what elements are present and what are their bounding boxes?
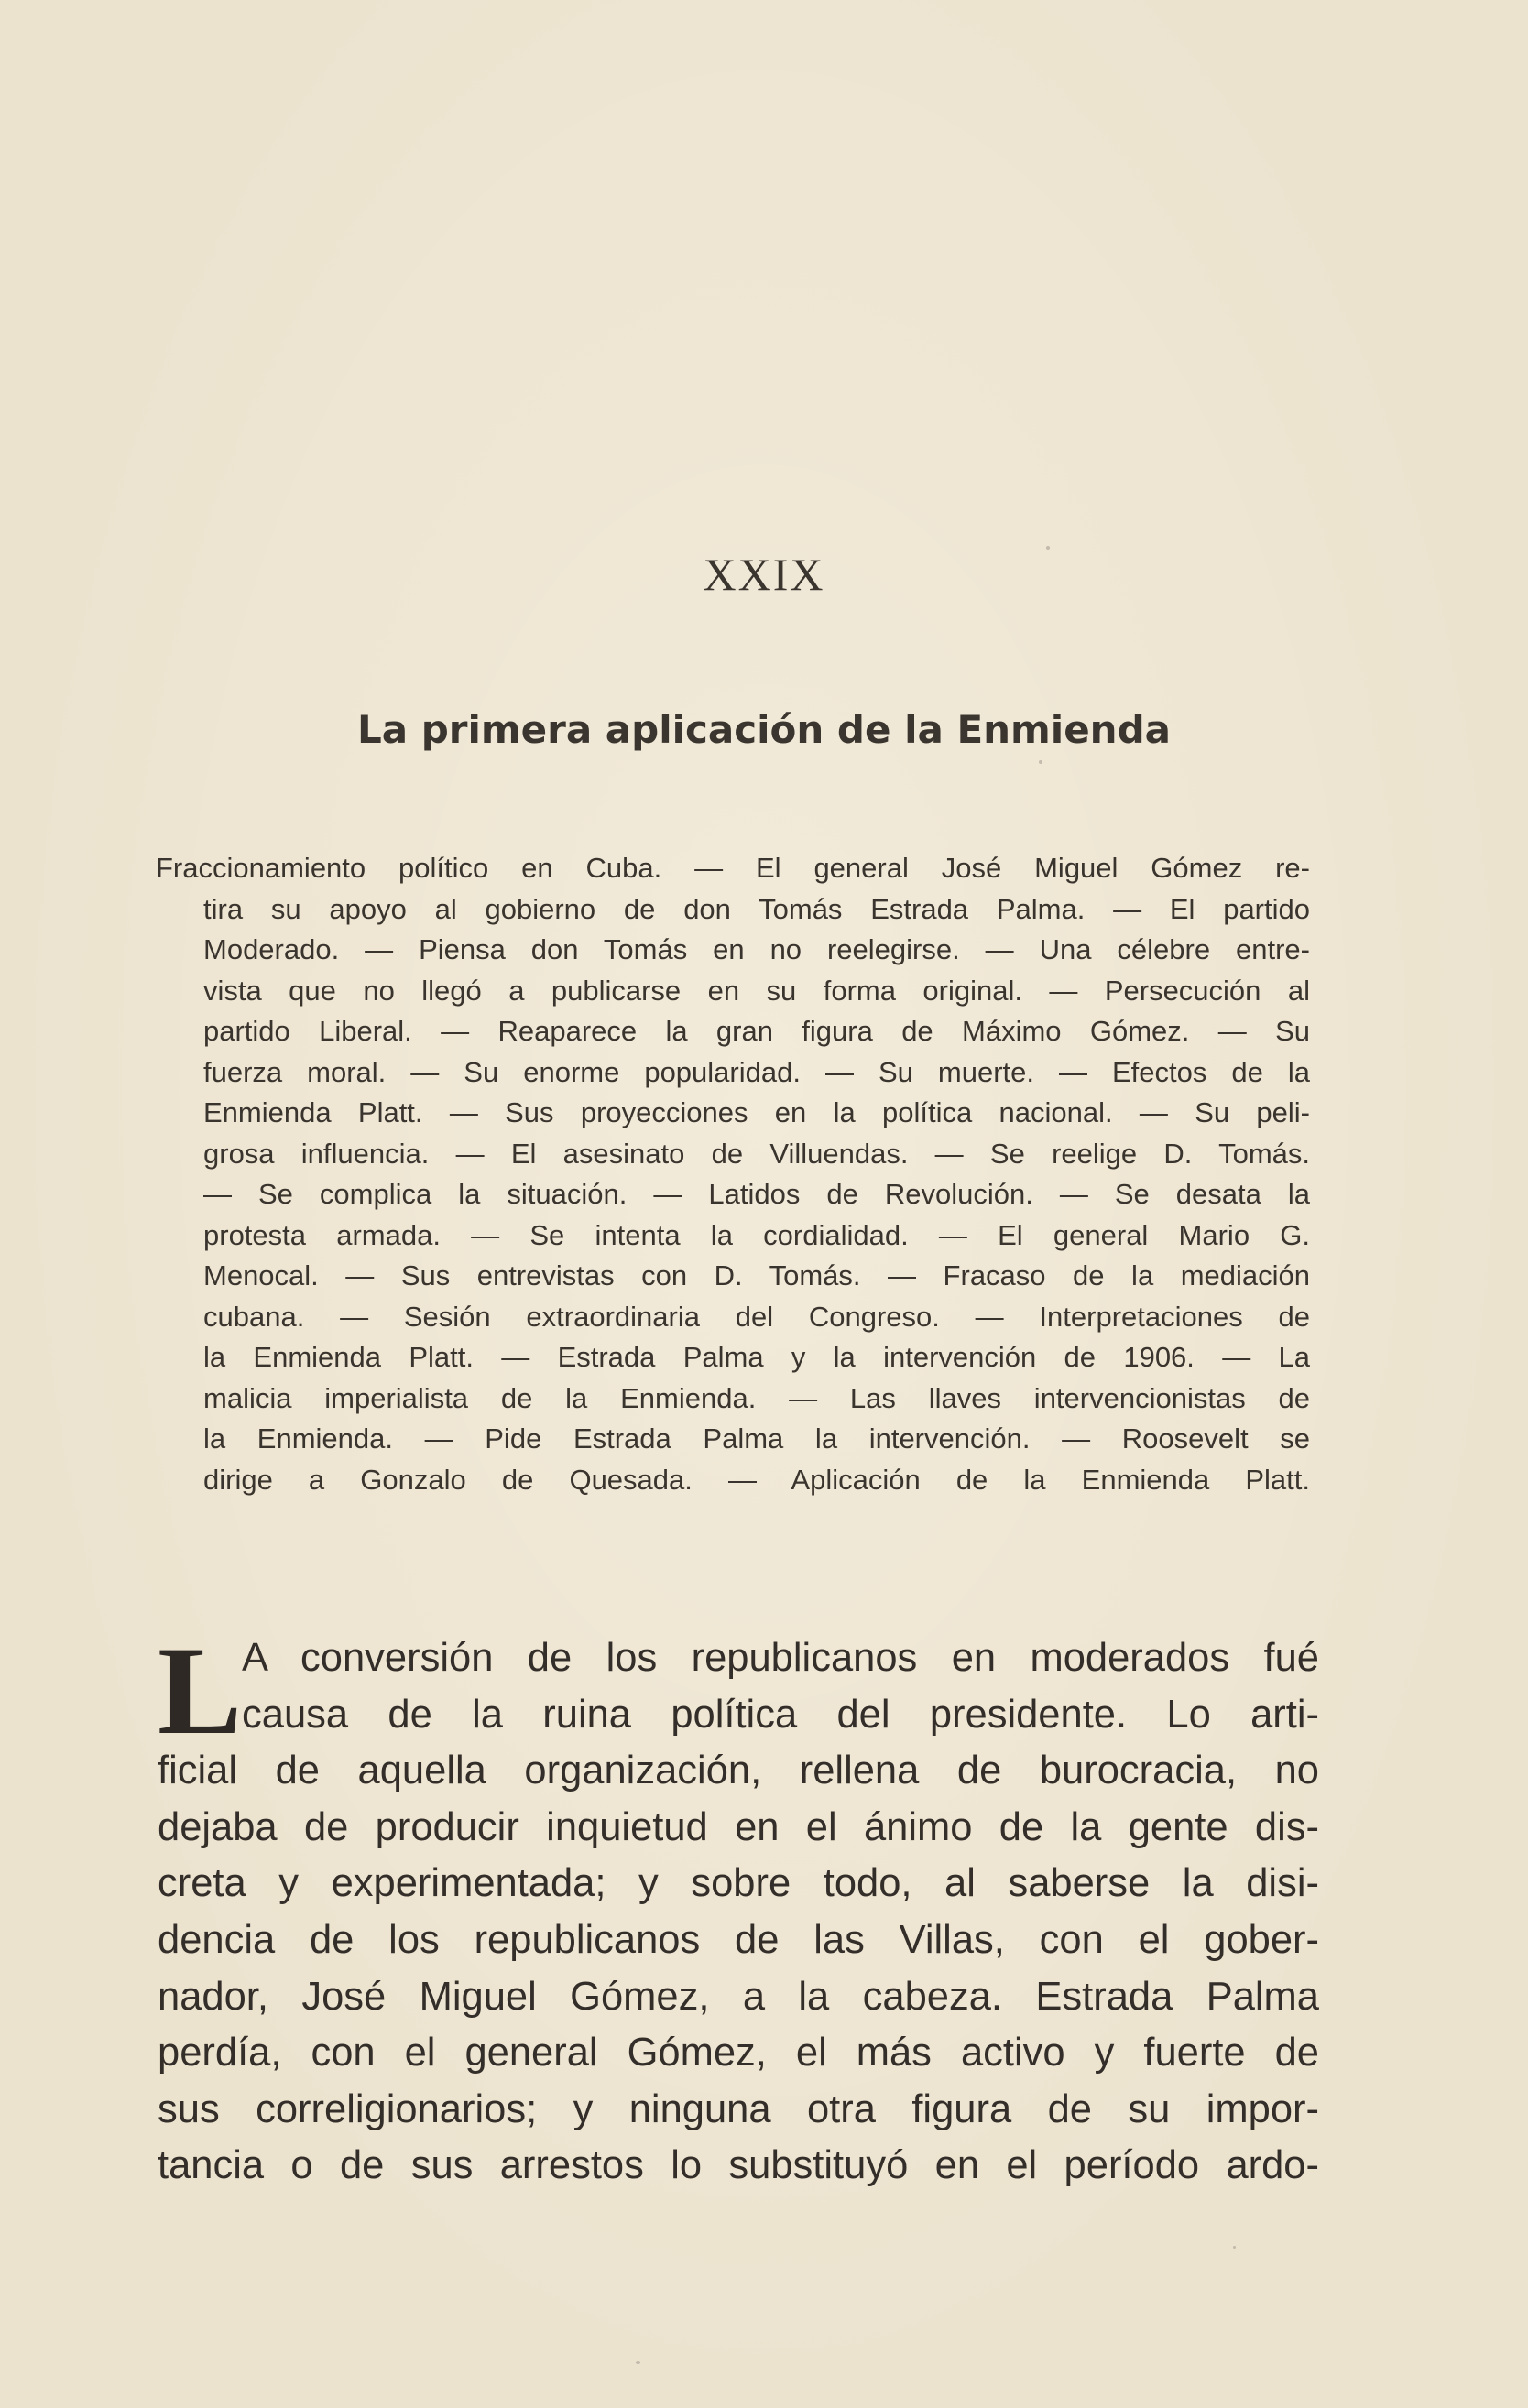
chapter-title: La primera aplicación de la Enmienda: [356, 707, 1171, 752]
body-line: creta y experimentada; y sobre todo, al saberse la disi-: [158, 1861, 1319, 1906]
summary-line: grosa influencia. — El asesinato de Villuendas. — Se reelige D. Tomás.: [203, 1137, 1310, 1170]
summary-line: dirige a Gonzalo de Quesada. — Aplicación de la Enmienda Platt.: [203, 1463, 1310, 1496]
summary-line: — Se complica la situación. — Latidos de Revolución. — Se desata la: [203, 1178, 1310, 1210]
summary-line: protesta armada. — Se intenta la cordialidad. — El general Mario G.: [203, 1218, 1310, 1251]
paper-speck: [636, 2361, 640, 2364]
summary-line: Fraccionamiento político en Cuba. — El general José Miguel Gómez re-: [156, 852, 1310, 884]
body-line: causa de la ruina política del presidente. Lo arti-: [242, 1692, 1319, 1737]
paper-speck: [1233, 2246, 1236, 2249]
summary-line: cubana. — Sesión extraordinaria del Congreso. — Interpretaciones de: [203, 1300, 1310, 1333]
summary-line: vista que no llegó a publicarse en su forma original. — Persecución al: [203, 974, 1310, 1007]
summary-line: Menocal. — Sus entrevistas con D. Tomás. — Fracaso de la mediación: [203, 1259, 1310, 1291]
summary-line: fuerza moral. — Su enorme popularidad. — Su muerte. — Efectos de la: [203, 1055, 1310, 1088]
paper-speck: [1039, 760, 1042, 764]
body-line: dencia de los republicanos de las Villas, con el gober-: [158, 1917, 1319, 1962]
body-line: dejaba de producir inquietud en el ánimo de la gente dis-: [158, 1804, 1319, 1849]
summary-line: Moderado. — Piensa don Tomás en no reelegirse. — Una célebre entre-: [203, 933, 1310, 965]
body-line: sus correligionarios; y ninguna otra figura de su impor-: [158, 2087, 1319, 2131]
drop-cap: L: [158, 1620, 243, 1760]
summary-line: malicia imperialista de la Enmienda. — Las llaves intervencionistas de: [203, 1381, 1310, 1414]
paper-speck: [1046, 546, 1050, 550]
summary-line: la Enmienda Platt. — Estrada Palma y la intervención de 1906. — La: [203, 1341, 1310, 1373]
summary-line: partido Liberal. — Reaparece la gran figura de Máximo Gómez. — Su: [203, 1015, 1310, 1047]
body-line: tancia o de sus arrestos lo substituyó en el período ardo-: [158, 2143, 1319, 2188]
summary-line: la Enmienda. — Pide Estrada Palma la intervención. — Roosevelt se: [203, 1422, 1310, 1455]
chapter-number: XXIX: [703, 549, 825, 600]
chapter-summary: [156, 848, 1310, 1500]
summary-line: Enmienda Platt. — Sus proyecciones en la política nacional. — Su peli-: [203, 1096, 1310, 1128]
body-paragraph: [158, 1620, 1319, 2195]
body-line: perdía, con el general Gómez, el más activo y fuerte de: [158, 2031, 1319, 2076]
body-line: ficial de aquella organización, rellena de burocracia, no: [158, 1749, 1319, 1793]
summary-line: tira su apoyo al gobierno de don Tomás Estrada Palma. — El partido: [203, 892, 1310, 925]
body-line: nador, José Miguel Gómez, a la cabeza. Estrada Palma: [158, 1974, 1319, 2019]
body-line: A conversión de los republicanos en moderados fué: [242, 1636, 1319, 1680]
